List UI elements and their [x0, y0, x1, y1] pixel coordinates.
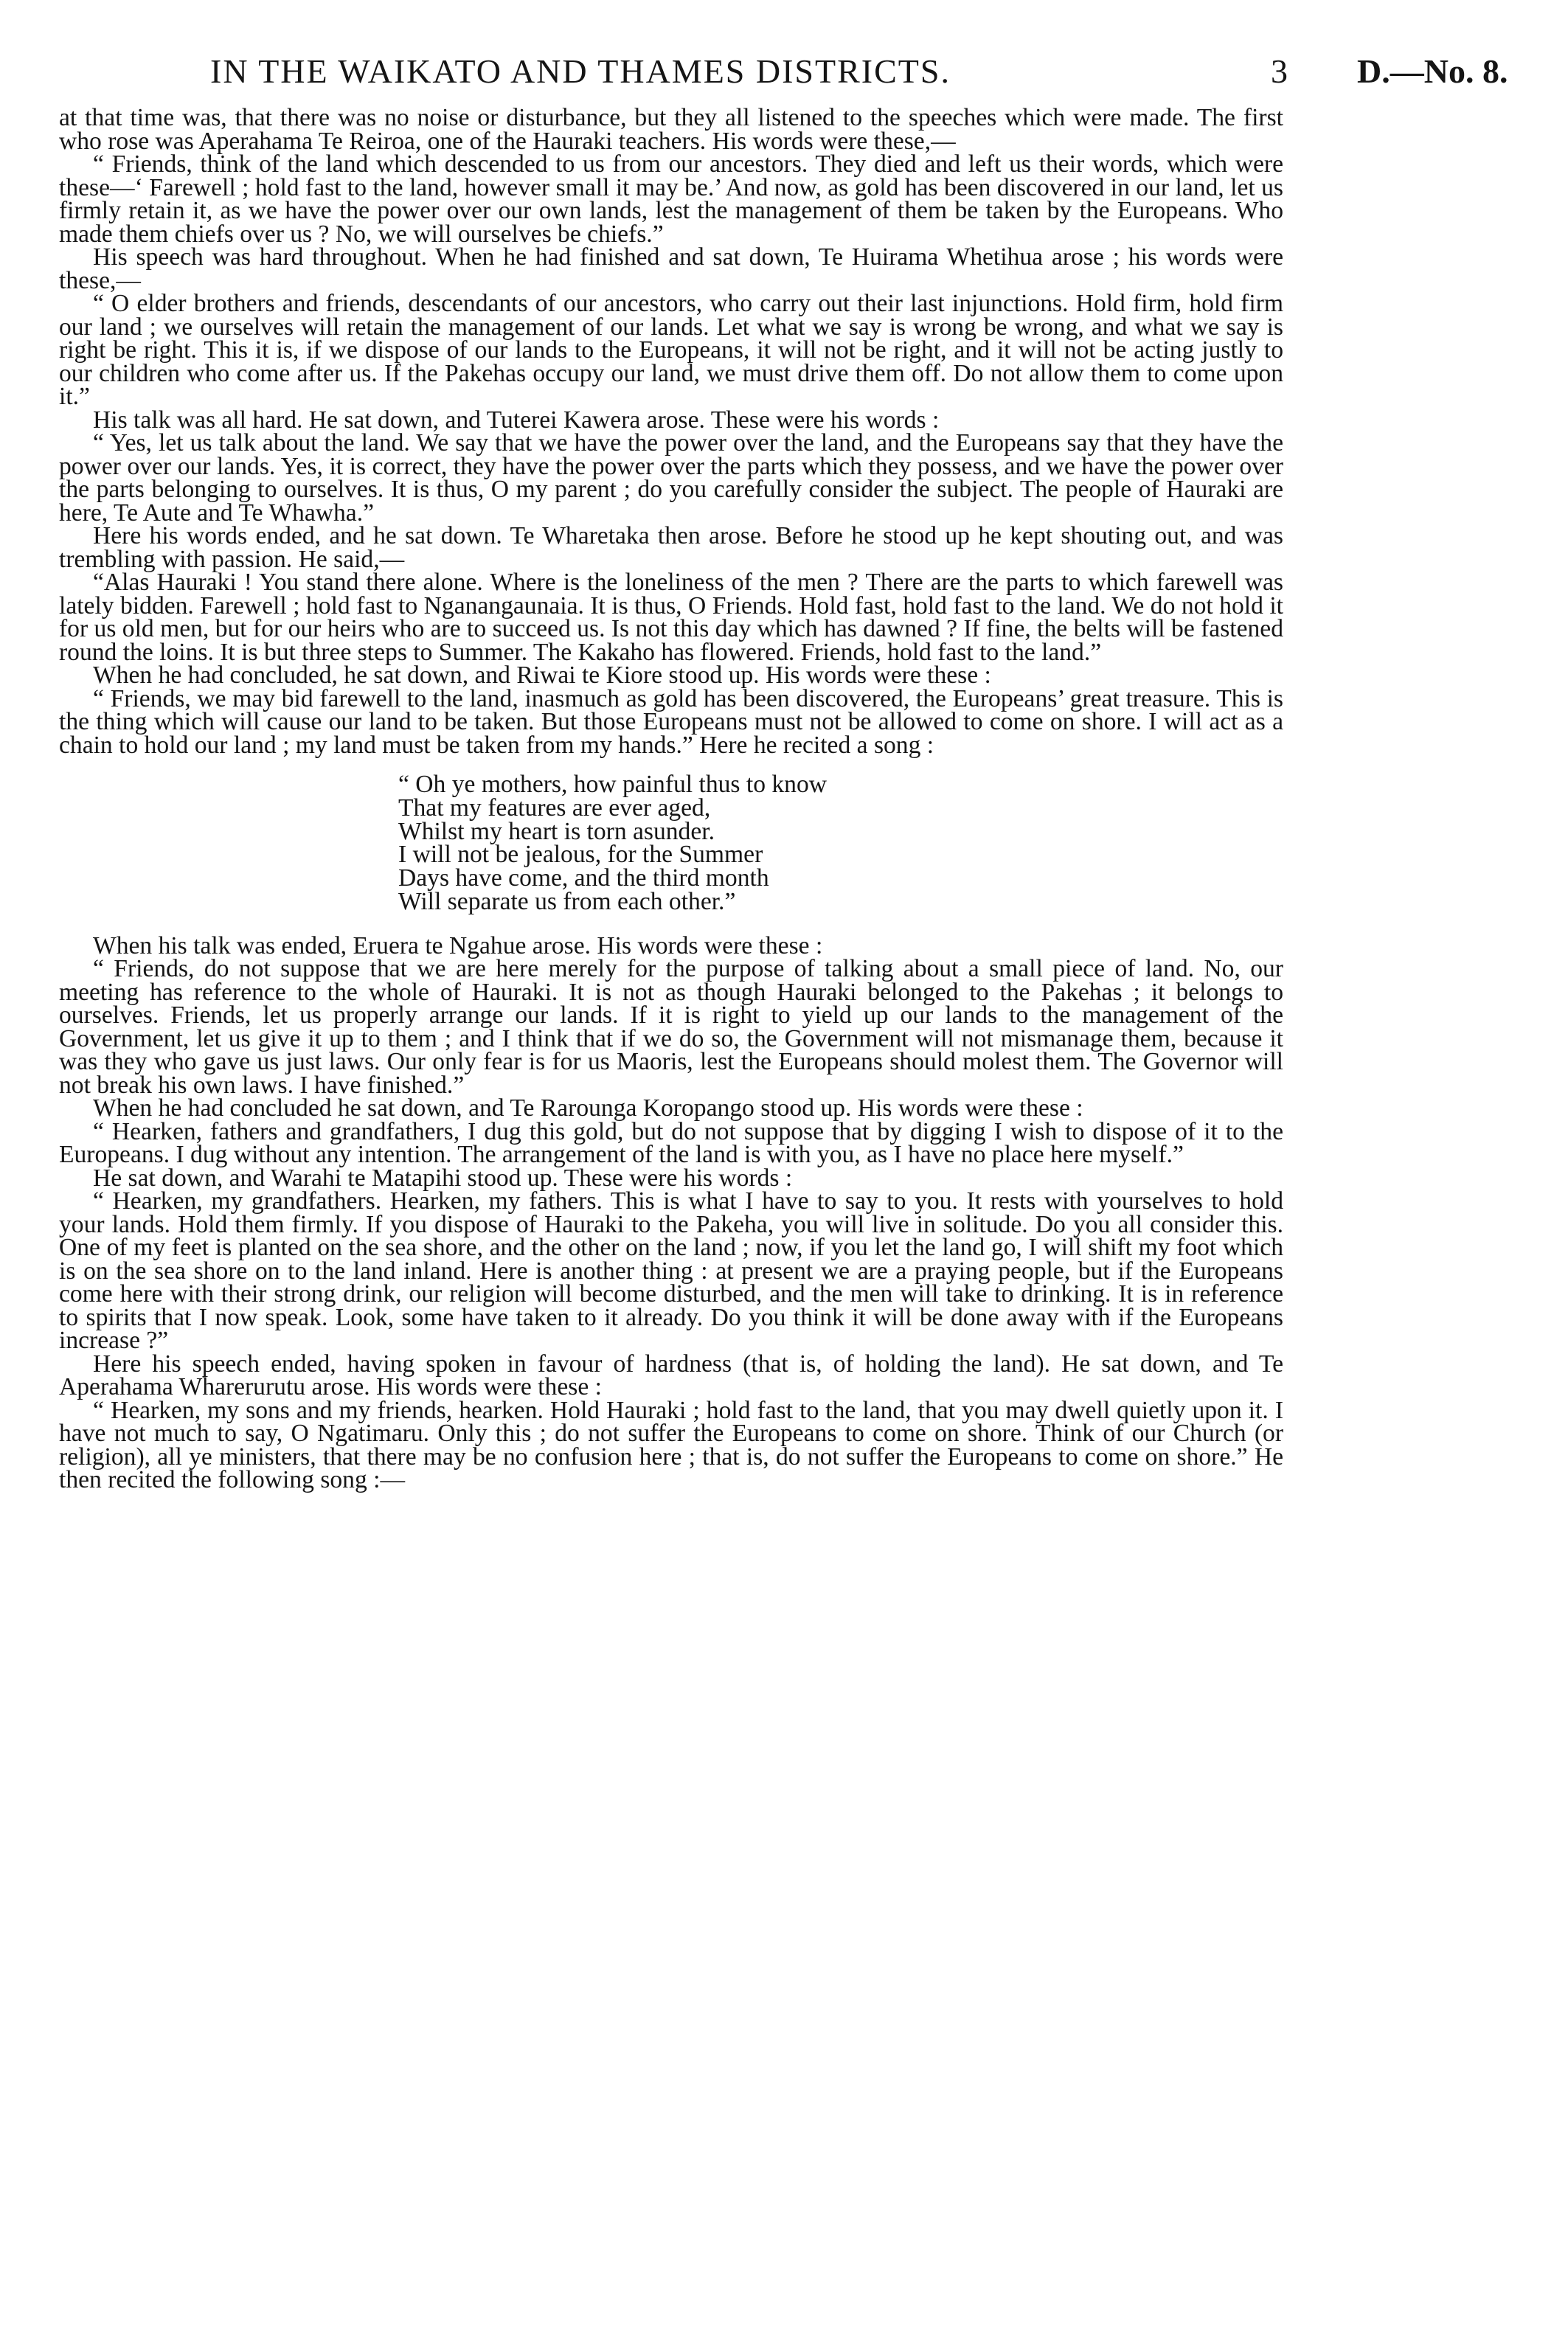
paragraph: “ Hearken, fathers and grandfathers, I dug this gold, but do not suppose that by digging I wish to dispose of it to the Europeans. I dug without any intention. The arrangement of the land is with you, as I have no place here myself.”: [59, 1117, 1283, 1169]
paragraph: “ Hearken, my grandfathers. Hearken, my fathers. This is what I have to say to you. It rests with yourselves to hold your lands. Hold them firmly. If you dispose of Hauraki to the Pakeha, you will live in solitude. Do you all consider this. One of my feet is planted on the sea shore, and the other on the land ; now, if you let the land go, I will shift my foot which is on the sea shore on to the land inland. Here is another thing : at present we are a praying people, but if the Europeans come here with their strong drink, our religion will become disturbed, and the men will take to drinking. It is in reference to spirits that I now speak. Look, some have taken to it already. Do you think it will be done away with if the Europeans increase ?”: [59, 1187, 1283, 1355]
document-number: D.—No. 8.: [1357, 52, 1508, 90]
song-verse: [398, 773, 1283, 914]
page-header: [59, 52, 1508, 96]
paragraph: “ Yes, let us talk about the land. We say that we have the power over the land, and the Europeans say that they have the power over our lands. Yes, it is correct, they have the power over the parts which they possess, and we have the power over the parts belonging to ourselves. It is thus, O my parent ; do you carefully consider the subject. The people of Hauraki are here, Te Aute and Te Whawha.”: [59, 429, 1283, 527]
paragraph: When his talk was ended, Eruera te Ngahue arose. His words were these :: [93, 931, 823, 959]
song-line: Whilst my heart is torn asunder.: [398, 817, 715, 845]
paragraph: His speech was hard throughout. When he had finished and sat down, Te Huirama Whetihua arose ; his words were these,—: [59, 243, 1283, 294]
paragraph: “ Hearken, my sons and my friends, hearken. Hold Hauraki ; hold fast to the land, that you may dwell quietly upon it. I have not much to say, O Ngatimaru. Only this ; do not suffer the Europeans to come on shore. Think of our Church (or religion), all ye ministers, that there may be no confusion here ; that is, do not suffer the Europeans to come on shore.” He then recited the following song :—: [59, 1396, 1283, 1494]
paragraph: He sat down, and Warahi te Matapihi stood up. These were his words :: [93, 1164, 793, 1192]
song-line: I will not be jealous, for the Summer: [398, 841, 763, 869]
paragraph: His talk was all hard. He sat down, and Tuterei Kawera arose. These were his words :: [93, 406, 940, 434]
running-title: IN THE WAIKATO AND THAMES DISTRICTS.: [210, 52, 951, 90]
paragraph: When he had concluded, he sat down, and Riwai te Kiore stood up. His words were these :: [93, 662, 991, 689]
paragraph: Here his speech ended, having spoken in favour of hardness (that is, of holding the land). He sat down, and Te Aperahama Wharerurutu arose. His words were these :: [59, 1350, 1283, 1401]
paragraph: “ Friends, we may bid farewell to the land, inasmuch as gold has been discovered, the Europeans’ great treasure. This is the thing which will cause our land to be taken. But those Europeans must not be allowed to come on shore. I will act as a chain to hold our land ; my land must be taken from my hands.” Here he recited a song :: [59, 684, 1283, 759]
document-page: [59, 52, 1508, 1494]
paragraph: Here his words ended, and he sat down. Te Wharetaka then arose. Before he stood up he kept shouting out, and was trembling with passion. He said,—: [59, 522, 1283, 573]
body-text: [59, 106, 1283, 1492]
paragraph: When he had concluded he sat down, and Te Rarounga Koropango stood up. His words were these :: [93, 1094, 1083, 1122]
song-line: Will separate us from each other.”: [398, 887, 736, 915]
paragraph: “ O elder brothers and friends, descendants of our ancestors, who carry out their last injunctions. Hold firm, hold firm our land ; we ourselves will retain the management of our lands. Let what we say is wrong be wrong, and what we say is right be right. This it is, if we dispose of our lands to the Europeans, it will not be right, and it will not be acting justly to our children who come after us. If the Pakehas occupy our land, we must drive them off. Do not allow them to come upon it.”: [59, 290, 1283, 410]
paragraph: “ Friends, think of the land which descended to us from our ancestors. They died and left us their words, which were these—‘ Farewell ; hold fast to the land, however small it may be.’ And now, as gold has been discovered in our land, let us firmly retain it, as we have the power over our own lands, lest the management of them be taken by the Europeans. Who made them chiefs over us ? No, we will ourselves be chiefs.”: [59, 150, 1283, 248]
song-line: Days have come, and the third month: [398, 864, 769, 892]
paragraph: “Alas Hauraki ! You stand there alone. Where is the loneliness of the men ? There are the parts to which farewell was lately bidden. Farewell ; hold fast to Nganangaunaia. It is thus, O Friends. Hold fast, hold fast to the land. We do not hold it for us old men, but for our heirs who are to succeed us. Is not this day which has dawned ? If fine, the belts will be fastened round the loins. It is but three steps to Summer. The Kakaho has flowered. Friends, hold fast to the land.”: [59, 569, 1283, 666]
song-line: “ Oh ye mothers, how painful thus to know: [398, 771, 828, 798]
song-line: That my features are ever aged,: [398, 794, 711, 822]
paragraph: “ Friends, do not suppose that we are here merely for the purpose of talking about a small piece of land. No, our meeting has reference to the whole of Hauraki. It is not as though Hauraki belonged to the Pakehas ; it belongs to ourselves. Friends, let us properly arrange our lands. If it is right to yield up our lands to the management of the Government, let us give it up to them ; and I think that if we do so, the Government will not mismanage them, because it was they who gave us just laws. Our only fear is for us Maoris, lest the Europeans should molest them. The Governor will not break his own laws. I have finished.”: [59, 955, 1283, 1099]
paragraph: at that time was, that there was no noise or disturbance, but they all listened to the speeches which were made. The first who rose was Aperahama Te Reiroa, one of the Hauraki teachers. His words were these,—: [59, 104, 1283, 155]
page-number: 3: [1271, 52, 1288, 90]
